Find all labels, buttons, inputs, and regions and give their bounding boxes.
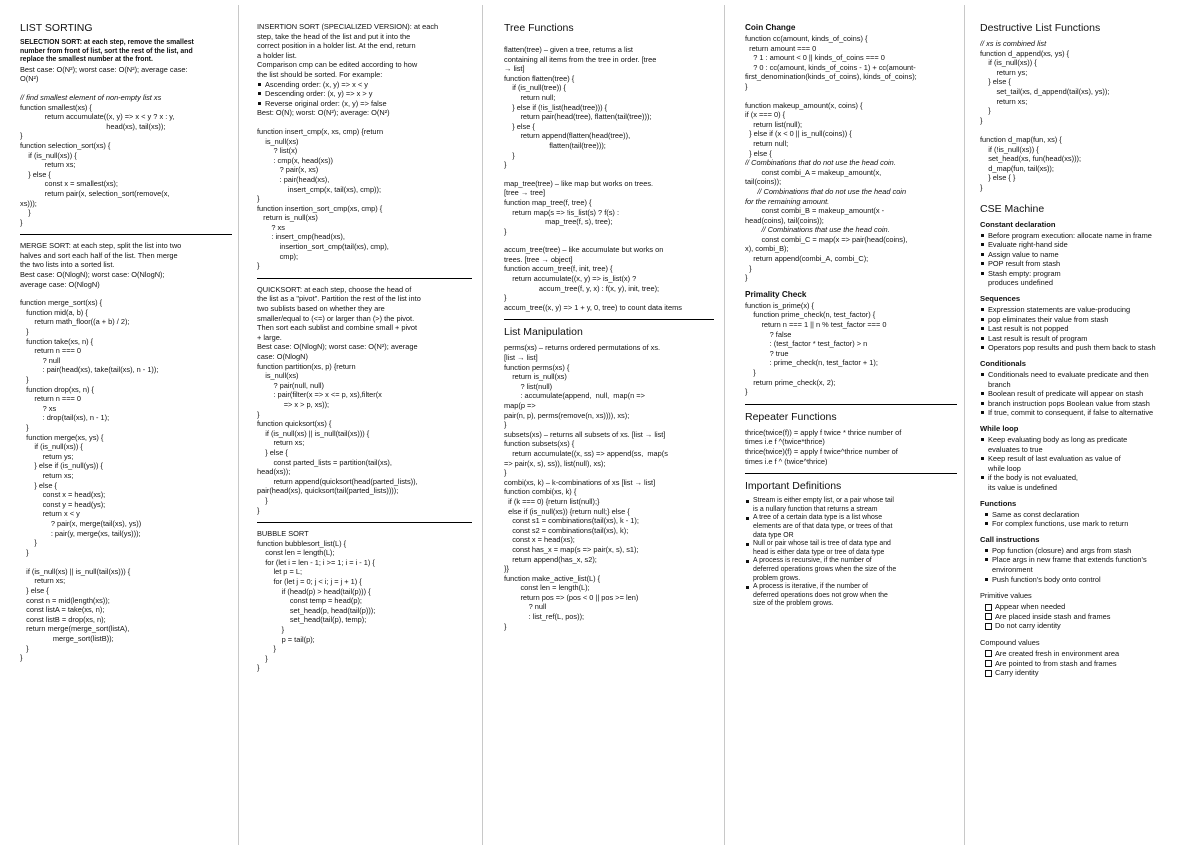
subsection-title: Conditionals: [980, 359, 1026, 369]
accum-tree-description: accum_tree(tree) – like accumulate but works on trees. [tree → object]: [504, 245, 664, 264]
checkbox-item: Are pointed to from stash and frames: [984, 659, 1185, 669]
perms-code: function perms(xs) { return is_null(xs) ? list(null) : accumulate(append, null, map(n => map(p => pair(n, p), perms(remove(n, xs)))), xs); }: [504, 362, 645, 430]
combi-code: function combi(xs, k) { if (k === 0) {return list(null);} else if (is_null(xs)) {return null;} else { const s1 = combinations(tail(xs), k - 1); const s2 = combinations(tail(xs), k); const x = head(xs); const has_x = map(s => pair(x, s), s1); return append(has_x, s2); }}: [504, 487, 639, 574]
insertion-sort-complexity: Best: O(N); worst: O(N²); average: O(N²): [257, 108, 390, 118]
makeup-amount-code: function makeup_amount(x, coins) { if (x === 0) { return list(null); } else if (x < 0 || is_null(coins)) { return null; } else {: [745, 100, 863, 158]
list-item: A tree of a certain data type is a list whose elements are of that data type, or trees of that data type OR: [745, 514, 957, 540]
list-item: Stash empty: program produces undefined: [980, 269, 1185, 288]
subsection-title: Constant declaration: [980, 219, 1056, 229]
column-2: [257, 22, 472, 822]
selection-sort-section: [20, 22, 232, 227]
conditionals-list: [980, 370, 1185, 418]
section-divider: [257, 522, 472, 523]
primitive-list: [980, 602, 1185, 631]
checkbox-item: Do not carry identity: [984, 621, 1185, 631]
repeater-title: Repeater Functions: [745, 410, 837, 423]
sequences-list: [980, 305, 1185, 353]
coin-change-code: function cc(amount, kinds_of_coins) { return amount === 0 ? 1 : amount < 0 || kinds_of_coins === 0 ? 0 : cc(amount, kinds_of_coins - 1) + cc(amount- first_denomination(kinds_of_coins), kinds_of_coins); }: [745, 34, 917, 91]
subsection-title: Primitive values: [980, 591, 1032, 601]
coin-change-section: [745, 22, 957, 283]
insertion-sort-examples: [257, 80, 472, 109]
merge-sort-code: function merge_sort(xs) { function mid(a, b) { return math_floor((a + b) / 2); } function take(xs, n) { return n === 0 ? null : pair(head(xs), take(tail(xs), n - 1)); } function drop(xs, n) { return n === 0 ? xs : drop(tail(xs), n - 1); } function merge(xs, ys) { if (is_null(xs)) { return ys; } else if (is_null(ys)) { return xs; } else { const x = head(xs); const y = head(ys); return x < y ? pair(x, merge(tail(xs), ys)) : pair(y, merge(xs, tail(ys))); } } if (is_null(xs) || is_null(tail(xs))) { return xs; } else { const n = mid(length(xs)); const listA = take(xs, n); const listB = drop(xs, n); return merge(merge_sort(listA), merge_sort(listB)); } }: [20, 298, 159, 663]
subsection-title: Functions: [980, 498, 1017, 508]
list-item: if the body is not evaluated, its value is undefined: [980, 473, 1185, 492]
functions-list: [980, 510, 1185, 529]
list-item: Last result is not popped: [980, 324, 1185, 334]
subsection-title: Compound values: [980, 637, 1040, 647]
destructive-section: [980, 22, 1185, 193]
insertion-sort-intro: INSERTION SORT (SPECIALIZED VERSION): at each step, take the head of the list and put it into the correct position in a holder list. At the end, return a holder list. Comparison cmp can be edited according to how the list should be sorted. For example:: [257, 22, 439, 79]
checkbox-item: Appear when needed: [984, 602, 1185, 612]
section-divider: [504, 319, 714, 320]
subsets-code: function subsets(xs) { return accumulate((x, ss) => append(ss, map(s => pair(x, s), ss)), list(null), xs); }: [504, 439, 668, 478]
accum-tree-example: accum_tree((x, y) => 1 + y, 0, tree) to count data items: [504, 302, 682, 312]
subsets-description: subsets(xs) – returns all subsets of xs. [list → list]: [504, 429, 666, 439]
subsection-title: Sequences: [980, 294, 1021, 304]
quicksort-intro: QUICKSORT: at each step, choose the head of the list as a "pivot". Partition the rest of the list into two sublists based on whether they are smaller/equal to (<=) or larger than (>) the pivot. Then sort each sublist and combine small + pivot + large. Best case: O(NlogN); worst case: O(N²); average case: O(NlogN): [257, 284, 421, 361]
column-4: [745, 22, 957, 822]
destructive-title: Destructive List Functions: [980, 22, 1101, 34]
destructive-code: function d_append(xs, ys) { if (is_null(xs)) { return ys; } else { set_tail(xs, d_append(tail(xs), ys)); return xs; } } function d_map(fun, xs) { if (!is_null(xs)) { set_head(xs, fun(head(xs))); d_map(fun, tail(xs)); } else { } }: [980, 48, 1110, 192]
column-1: [20, 22, 232, 822]
section-divider: [257, 278, 472, 279]
list-item: If true, commit to consequent, if false to alternative: [980, 408, 1185, 418]
subsection-title: Call instructions: [980, 534, 1040, 544]
section-divider: [20, 234, 232, 235]
list-item: Expression statements are value-producing: [980, 305, 1185, 315]
merge-sort-section: [20, 241, 232, 663]
definitions-title: Important Definitions: [745, 480, 842, 493]
selection-sort-complexity: Best case: O(N²); worst case: O(N²); average case: O(N²): [20, 64, 188, 84]
list-item: Operators pop results and push them back to stash: [980, 343, 1185, 353]
list-item: Keep result of last evaluation as value of while loop: [980, 454, 1185, 473]
list-item: Pop function (closure) and args from stash: [984, 546, 1185, 556]
make-active-list-code: function make_active_list(L) { const len = length(L); return pos => (pos < 0 || pos >= len) ? null : list_ref(L, pos)); }: [504, 573, 639, 631]
tree-functions-section: [504, 22, 714, 312]
list-item: Stream is either empty list, or a pair whose tail is a nullary function that returns a stream: [745, 497, 957, 514]
list-item: Before program execution: allocate name in frame: [980, 231, 1185, 241]
flatten-description: flatten(tree) – given a tree, returns a list containing all items from the tree in order. [tree → list]: [504, 45, 657, 74]
repeater-text: thrice(twice(f)) = apply f twice * thrice number of times i.e f ^(twice*thrice) thrice(twice)(f) = apply f twice^thrice number of times i.e f ^ (twice^thrice): [745, 427, 902, 466]
list-manipulation-section: [504, 326, 714, 631]
list-item: For complex functions, use mark to return: [984, 519, 1185, 529]
flatten-code: function flatten(tree) { if (is_null(tree)) { return null; } else if (!is_list(head(tree))) { return pair(head(tree), flatten(tail(tree))); } else { return append(flatten(head(tree)), flatten(tail(tree))); } }: [504, 73, 652, 170]
list-item: Last result is result of program: [980, 334, 1185, 344]
column-3: [504, 22, 714, 822]
list-item: A process is recursive, if the number of deferred operations grows when the size of the problem grows.: [745, 557, 957, 583]
primality-title: Primality Check: [745, 289, 807, 299]
const-list: [980, 231, 1185, 289]
list-item: Conditionals need to evaluate predicate and then branch: [980, 370, 1185, 389]
code-comment: // Combinations that do not use the head coin for the remaining amount.: [745, 186, 907, 206]
column-divider: [964, 5, 965, 845]
bubble-sort-title: BUBBLE SORT: [257, 529, 309, 539]
list-item: Descending order: (x, y) => x > y: [257, 89, 472, 99]
makeup-amount-code: const combi_C = map(x => pair(head(coins), x), combi_B); return append(combi_A, combi_C); } }: [745, 234, 908, 283]
list-item: POP result from stash: [980, 259, 1185, 269]
selection-sort-code: function smallest(xs) { return accumulate((x, y) => x < y ? x : y, head(xs), tail(xs)); } function selection_sort(xs) { if (is_null(xs)) { return xs; } else { const x = smallest(xs); return pair(x, selection_sort(remove(x, xs))); } }: [20, 102, 175, 227]
primality-section: [745, 289, 957, 397]
list-sorting-title: LIST SORTING: [20, 22, 93, 34]
bubble-sort-code: function bubblesort_list(L) { const len = length(L); for (let i = len - 1; i >= 1; i = i - 1) { let p = L; for (let j = 0; j < i; j = j + 1) { if (head(p) > head(tail(p))) { const temp = head(p); set_head(p, head(tail(p))); set_head(tail(p), temp); } p = tail(p); } } }: [257, 538, 376, 673]
column-divider: [482, 5, 483, 845]
coin-change-title: Coin Change: [745, 23, 796, 32]
subsection-title: While loop: [980, 424, 1019, 433]
code-comment: // Combinations that use the head coin.: [745, 225, 890, 235]
selection-sort-intro: SELECTION SORT: at each step, remove the smallest number from front of list, sort the rest of the list, and replace the smallest number at the front.: [20, 39, 194, 64]
list-item: Keep evaluating body as long as predicate evaluates to true: [980, 435, 1185, 454]
column-divider: [724, 5, 725, 845]
quicksort-section: [257, 285, 472, 515]
repeater-section: [745, 411, 957, 466]
list-item: Same as const declaration: [984, 510, 1185, 520]
code-comment: // Combinations that do not use the head coin.: [745, 158, 896, 168]
definitions-list: [745, 497, 957, 609]
bubble-sort-section: [257, 529, 472, 673]
map-tree-description: map_tree(tree) – like map but works on trees. [tree → tree]: [504, 178, 654, 198]
list-item: pop eliminates their value from stash: [980, 315, 1185, 325]
tree-functions-title: Tree Functions: [504, 22, 574, 34]
section-divider: [745, 404, 957, 405]
insertion-sort-section: [257, 22, 472, 271]
column-divider: [238, 5, 239, 845]
list-manipulation-title: List Manipulation: [504, 326, 583, 339]
while-list: [980, 435, 1185, 493]
cse-section: [980, 203, 1185, 678]
list-item: Place args in new frame that extends function's environment: [984, 555, 1185, 574]
combi-description: combi(xs, k) – k-combinations of xs [list → list]: [504, 477, 656, 487]
definitions-section: [745, 480, 957, 609]
cse-title: CSE Machine: [980, 202, 1045, 215]
quicksort-code: function partition(xs, p) {return is_null(xs) ? pair(null, null) : pair(filter(x => x <= p, xs),filter(x => x > p, xs)); } function quicksort(xs) { if (is_null(xs) || is_null(tail(xs))) { return xs; } else { const parted_lists = partition(tail(xs), head(xs)); return append(quicksort(head(parted_lists)), pair(head(xs), quicksort(tail(parted_lists)))); } }: [257, 361, 418, 515]
list-item: Push function's body onto control: [984, 575, 1185, 585]
column-5: [980, 22, 1185, 822]
makeup-amount-code: const combi_A = makeup_amount(x, tail(coins));: [745, 167, 882, 187]
compound-list: [980, 649, 1185, 678]
list-item: Assign value to name: [980, 250, 1185, 260]
section-divider: [745, 473, 957, 474]
merge-sort-intro: MERGE SORT: at each step, split the list into two halves and sort each half of the list. Then merge the two lists into a sorted list. Best case: O(NlogN); worst case: O(NlogN); average case: O(NlogN): [20, 241, 182, 289]
map-tree-code: function map_tree(f, tree) { return map(s => !is_list(s) ? f(s) : map_tree(f, s), tree); }: [504, 197, 619, 236]
selection-sort-comment: // find smallest element of non-empty list xs: [20, 92, 162, 102]
checkbox-item: Carry identity: [984, 668, 1185, 678]
list-item: Null or pair whose tail is tree of data type and head is either data type or tree of data type: [745, 540, 957, 557]
list-item: Boolean result of predicate will appear on stash: [980, 389, 1185, 399]
primality-code: function is_prime(x) { function prime_check(n, test_factor) { return n === 1 || n % test_factor === 0 ? false : (test_factor * test_factor) > n ? true : prime_check(n, test_factor + 1); } return prime_check(x, 2); }: [745, 300, 887, 397]
accum-tree-code: function accum_tree(f, init, tree) { return accumulate((x, y) => is_list(x) ? accum_tree(f, y, x) : f(x, y), init, tree); }: [504, 264, 660, 303]
checkbox-item: Are created fresh in environment area: [984, 649, 1185, 659]
list-item: A process is iterative, if the number of deferred operations does not grow when the size of the problem grows.: [745, 583, 957, 609]
destructive-comment: // xs is combined list: [980, 39, 1047, 48]
call-list: [980, 546, 1185, 584]
list-item: branch instruction pops Boolean value from stash: [980, 399, 1185, 409]
list-item: Evaluate right-hand side: [980, 240, 1185, 250]
makeup-amount-code: const combi_B = makeup_amount(x - head(coins), tail(coins));: [745, 206, 885, 225]
list-item: Reverse original order: (x, y) => false: [257, 99, 472, 109]
perms-description: perms(xs) – returns ordered permutations of xs. [list → list]: [504, 343, 661, 363]
list-item: Ascending order: (x, y) => x < y: [257, 80, 472, 90]
insertion-sort-code: function insert_cmp(x, xs, cmp) {return is_null(xs) ? list(x) : cmp(x, head(xs)) ? pair(x, xs) : pair(head(xs), insert_cmp(x, tail(xs), cmp)); } function insertion_sort_cmp(xs, cmp) { return is_null(xs) ? xs : insert_cmp(head(xs), insertion_sort_cmp(tail(xs), cmp), cmp); }: [257, 126, 389, 271]
checkbox-item: Are placed inside stash and frames: [984, 612, 1185, 622]
